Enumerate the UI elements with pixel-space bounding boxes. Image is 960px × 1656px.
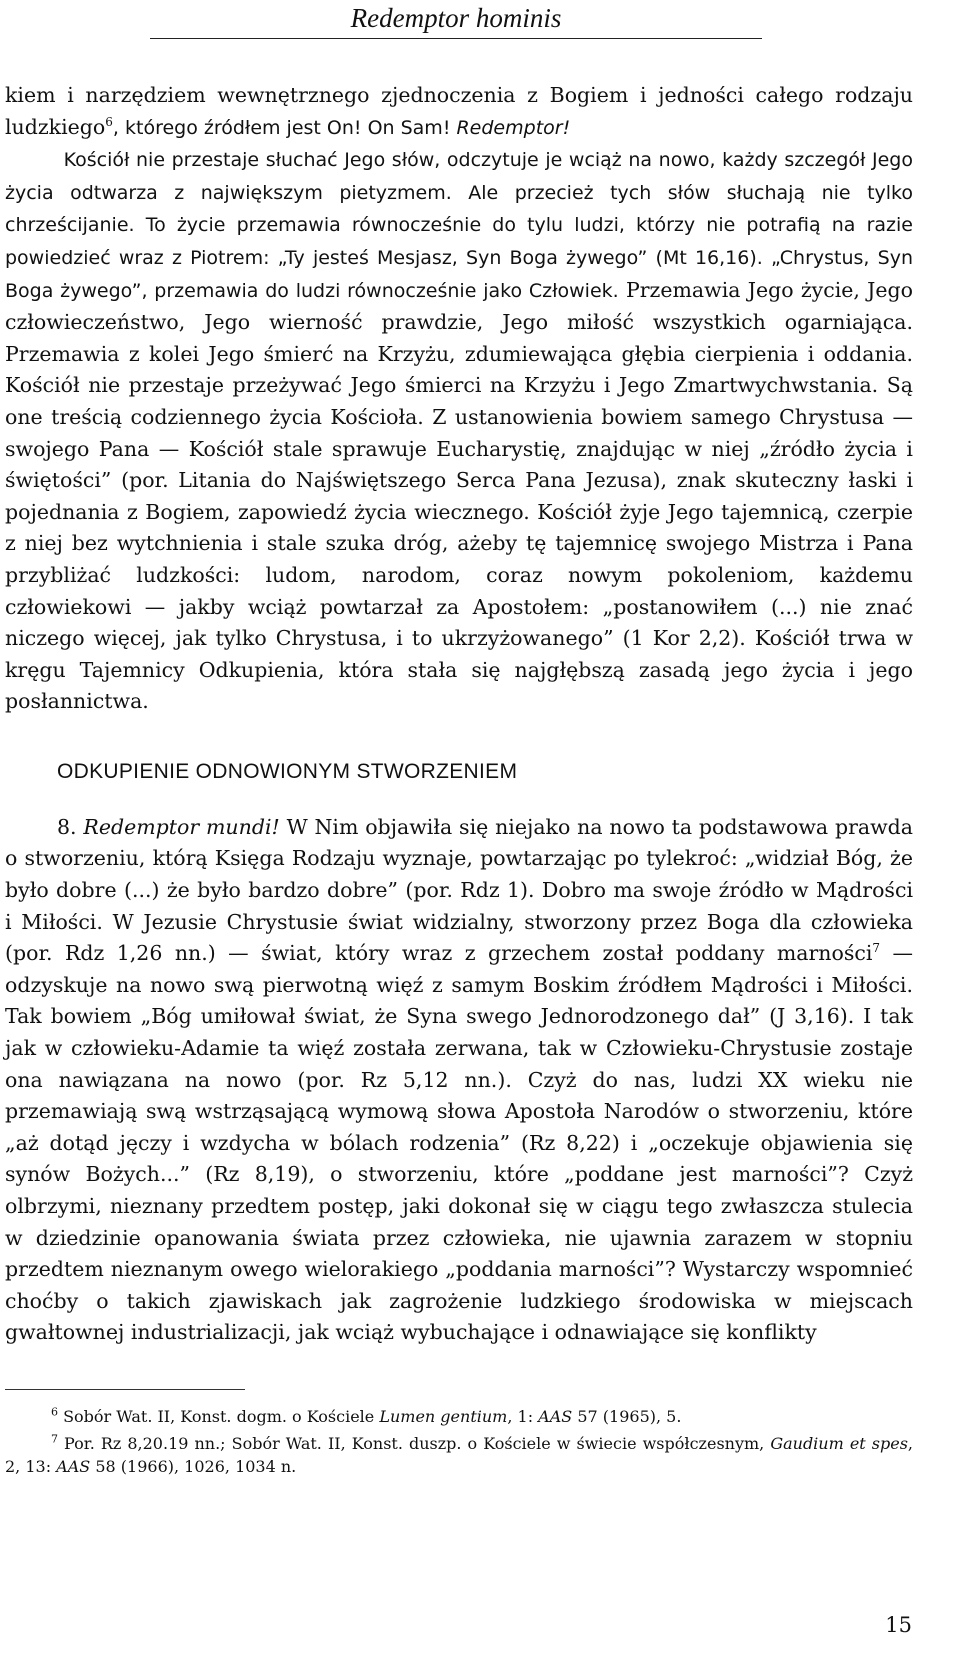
- paragraph-1-part-d: To życie przemawia równocześnie do tylu ludzi, którzy nie potrafią na razie powiedzieć wraz z Piotrem: „Ty jesteś Mesjasz, Syn Boga żywego” (Mt 16,16). „Chrystus, Syn Boga żywego”, przemawia do ludzi równocześnie jako Człowiek.: [5, 214, 913, 302]
- footnote-6-text-c: 57 (1965), 5.: [572, 1407, 682, 1426]
- paragraph-2: [5, 812, 913, 1349]
- paragraph-1-part-b: , którego źródłem jest On! On Sam!: [112, 116, 457, 139]
- footnote-6-text-b: , 1:: [507, 1407, 539, 1426]
- footnote-7-italic: Gaudium et spes: [770, 1434, 908, 1453]
- footnote-6: [5, 1405, 913, 1428]
- paragraph-2-italic: Redemptor mundi!: [83, 814, 280, 839]
- paragraph-1-part-a: kiem i narzędziem wewnętrznego zjednoczenia z Bogiem i jedności całego rodzaju ludzkiego: [5, 83, 913, 139]
- paragraph-2-part-b: — odzyskuje na nowo swą pierwotną więź z samym Boskim źródłem Mądrości i Miłości. Tak bowiem „Bóg umiłował świat, że Syna swego Jednorodzonego dał” (J 3,16). I tak jak w człowieku-Adamie ta więź została zerwana, tak w Człowieku-Chrystusie zostaje ona nawiązana na nowo (por. Rz 5,12 nn.). Czyż do nas, ludzi XX wieku nie przemawiają swą wstrząsającą wymową słowa Apostoła Narodów o stworzeniu, które „aż dotąd jęczy i wzdycha w bólach rodzenia” (Rz 8,22) i „oczekuje objawienia się synów Bożych...” (Rz 8,19), o stworzeniu, które „poddane jest marności”? Czyż olbrzymi, nieznany przedtem postęp, jaki dokonał się w ciągu tego zwłaszcza stulecia w dziedzinie opanowania świata przez człowieka, nie ujawnia zarazem w stopniu przedtem nieznanym owego wielorakiego „poddania marności”? Wystarczy wspomnieć choćby o takich zjawiskach jak zagrożenie ludzkiego środowiska w miejscach gwałtownej industrializacji, jak wciąż wybuchające i odnawiające się konflikty: [5, 941, 913, 1345]
- footnote-7-text-c: 58 (1966), 1026, 1034 n.: [90, 1457, 297, 1476]
- footnote-7-number: 7: [51, 1432, 58, 1446]
- footnote-6-italic-2: AAS: [538, 1407, 573, 1426]
- footnote-ref-7[interactable]: 7: [872, 941, 881, 956]
- paragraph-1-part-c: Kościół nie przestaje słuchać Jego słów, odczytuje je wciąż na nowo, każdy szczegół Jego życia odtwarza z największym pietyzmem. Ale przecież tych słów słuchają nie tylko chrześcijanie.: [5, 149, 913, 237]
- running-header-title: Redemptor hominis: [350, 3, 562, 33]
- page-body: [5, 80, 913, 1349]
- page-number: 15: [885, 1613, 912, 1637]
- footnote-ref-6[interactable]: 6: [105, 114, 113, 129]
- paragraph-2-part-a: W Nim objawiła się niejako na nowo ta podstawowa prawda o stworzeniu, którą Księga Rodzaju wyznaje, powtarzając po tylekroć: „widział Bóg, że było dobre (...) że było bardzo dobre” (por. Rdz 1). Dobro ma swoje źródło w Mądrości i Miłości. W Jezusie Chrystusie świat widzialny, stworzony przez Boga dla człowieka (por. Rdz 1,26 nn.) — świat, który wraz z grzechem został poddany marności: [5, 814, 914, 966]
- footnote-6-italic: Lumen gentium: [379, 1407, 508, 1426]
- footnote-6-number: 6: [51, 1405, 58, 1419]
- footnote-7: [5, 1432, 913, 1478]
- paragraph-1-italic: Redemptor!: [456, 116, 571, 139]
- footnote-7-text-a: Por. Rz 8,20.19 nn.; Sobór Wat. II, Konst. duszp. o Kościele w świecie współczesnym,: [58, 1434, 771, 1453]
- running-header: [150, 0, 762, 39]
- footnote-7-text-b: , 2, 13:: [5, 1434, 914, 1476]
- footnote-7-italic-2: AAS: [56, 1457, 91, 1476]
- footnote-6-text-a: Sobór Wat. II, Konst. dogm. o Kościele: [58, 1407, 380, 1426]
- paragraph-2-number: 8.: [57, 814, 84, 839]
- section-heading: ODKUPIENIE ODNOWIONYM STWORZENIEM: [57, 759, 518, 783]
- paragraph-1: [5, 80, 913, 718]
- footnote-divider: [5, 1389, 245, 1390]
- paragraph-1-part-e: Przemawia Jego życie, Jego człowieczeństwo, Jego wierność prawdzie, Jego miłość wszystkich ogarniająca. Przemawia z kolei Jego śmierć na Krzyżu, zdumiewająca głębia cierpienia i oddania. Kościół nie przestaje przeżywać Jego śmierci na Krzyżu i Jego Zmartwychwstania. Są one treścią codziennego życia Kościoła. Z ustanowienia bowiem samego Chrystusa — swojego Pana — Kościół stale sprawuje Eucharystię, znajdując w niej „źródło życia i świętości” (por. Litania do Najświętszego Serca Pana Jezusa), znak skuteczny łaski i pojednania z Bogiem, zapowiedź życia wiecznego. Kościół żyje Jego tajemnicą, czerpie z niej bez wytchnienia i stale szuka dróg, ażeby tę tajemnicę swojego Mistrza i Pana przybliżać ludzkości: ludom, narodom, coraz nowym pokoleniom, każdemu człowiekowi — jakby wciąż powtarzał za Apostołem: „postanowiłem (...) nie znać niczego więcej, jak tylko Chrystusa, i to ukrzyżowanego” (1 Kor 2,2). Kościół trwa w kręgu Tajemnicy Odkupienia, która stała się najgłębszą zasadą jego życia i jego posłannictwa.: [5, 277, 913, 714]
